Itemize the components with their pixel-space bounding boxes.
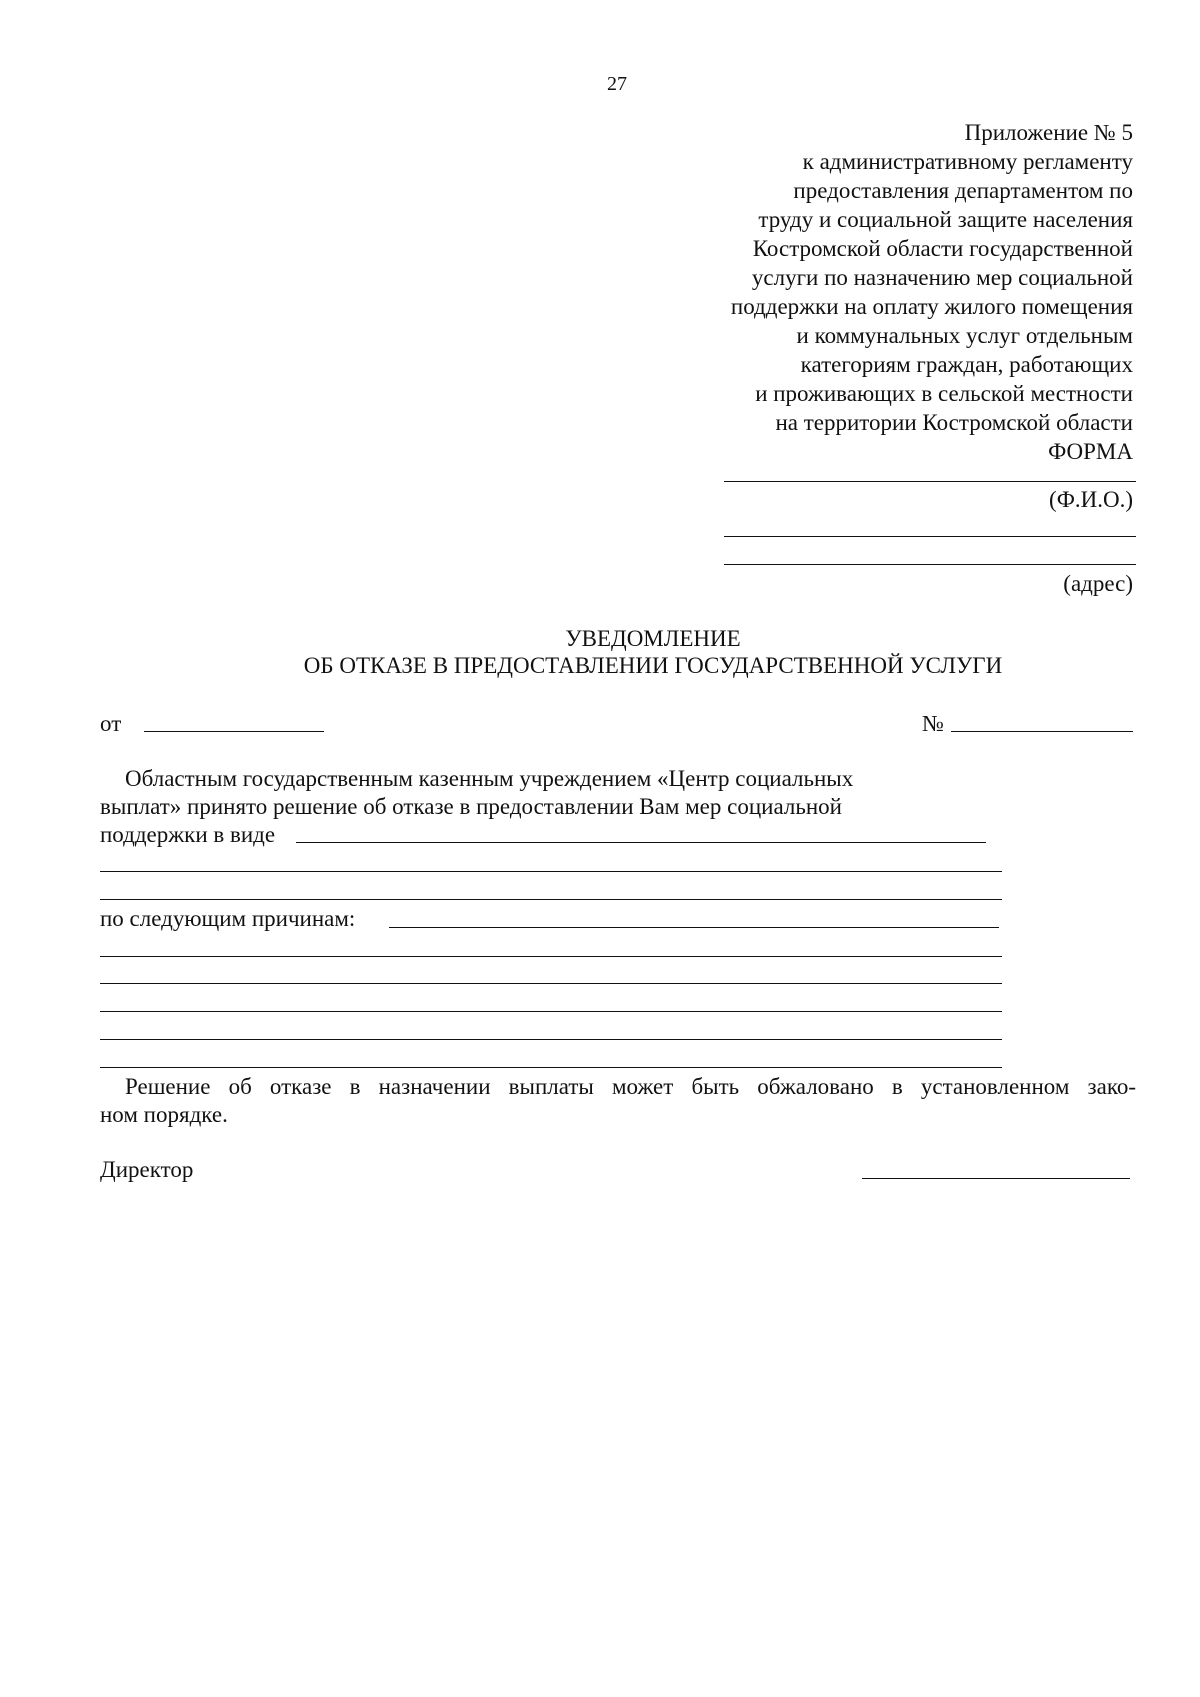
support-type-field-line-3[interactable] bbox=[100, 899, 1002, 900]
fio-field-line[interactable] bbox=[724, 481, 1136, 482]
address-field-line-2[interactable] bbox=[724, 564, 1136, 565]
appendix-line: услуги по назначению мер социальной bbox=[751, 265, 1133, 290]
support-type-field-line-1[interactable] bbox=[296, 842, 986, 843]
page-number: 27 bbox=[607, 73, 627, 95]
appendix-line: труду и социальной защите населения bbox=[758, 207, 1133, 232]
paragraph-1-line-1: Областным государственным казенным учреждением «Центр социальных bbox=[125, 766, 854, 791]
appendix-line: Приложение № 5 bbox=[964, 120, 1133, 145]
document-subtitle: ОБ ОТКАЗЕ В ПРЕДОСТАВЛЕНИИ ГОСУДАРСТВЕННОЙ УСЛУГИ bbox=[303, 653, 1003, 678]
reasons-field-line-2[interactable] bbox=[100, 956, 1002, 957]
paragraph-2-line-1: Решение об отказе в назначении выплаты может быть обжаловано в установленном зако- bbox=[125, 1074, 1136, 1099]
appendix-line: категориям граждан, работающих bbox=[800, 352, 1133, 377]
appendix-line: поддержки на оплату жилого помещения bbox=[730, 294, 1133, 319]
reasons-field-line-6[interactable] bbox=[100, 1067, 1002, 1068]
appendix-line: предоставления департаментом по bbox=[793, 178, 1133, 203]
fio-caption: (Ф.И.О.) bbox=[1049, 487, 1133, 512]
support-type-field-line-2[interactable] bbox=[100, 871, 1002, 872]
reasons-field-line-4[interactable] bbox=[100, 1011, 1002, 1012]
paragraph-1-line-3: поддержки в виде bbox=[100, 822, 276, 847]
paragraph-1-line-2: выплат» принято решение об отказе в предоставлении Вам мер социальной bbox=[100, 794, 842, 819]
appendix-line: и проживающих в сельской местности bbox=[755, 381, 1133, 406]
date-field-line[interactable] bbox=[144, 731, 324, 732]
appendix-line: на территории Костромской области bbox=[775, 410, 1133, 435]
number-label: № bbox=[922, 711, 944, 736]
reasons-field-line-1[interactable] bbox=[389, 927, 999, 928]
reasons-label: по следующим причинам: bbox=[100, 906, 356, 931]
paragraph-2-line-2: ном порядке. bbox=[100, 1102, 228, 1127]
appendix-header bbox=[613, 118, 1133, 466]
number-field-line[interactable] bbox=[951, 731, 1133, 732]
signature-field-line[interactable] bbox=[862, 1178, 1130, 1179]
director-label: Директор bbox=[100, 1157, 194, 1182]
appendix-line: и коммунальных услуг отдельным bbox=[796, 323, 1133, 348]
form-label: ФОРМА bbox=[1048, 439, 1133, 464]
document-title: УВЕДОМЛЕНИЕ bbox=[565, 626, 741, 651]
appendix-line: Костромской области государственной bbox=[752, 236, 1133, 261]
reasons-field-line-3[interactable] bbox=[100, 983, 1002, 984]
address-caption: (адрес) bbox=[1063, 571, 1133, 596]
address-field-line-1[interactable] bbox=[724, 536, 1136, 537]
date-label: от bbox=[100, 711, 122, 736]
appendix-line: к административному регламенту bbox=[802, 149, 1133, 174]
reasons-field-line-5[interactable] bbox=[100, 1039, 1002, 1040]
